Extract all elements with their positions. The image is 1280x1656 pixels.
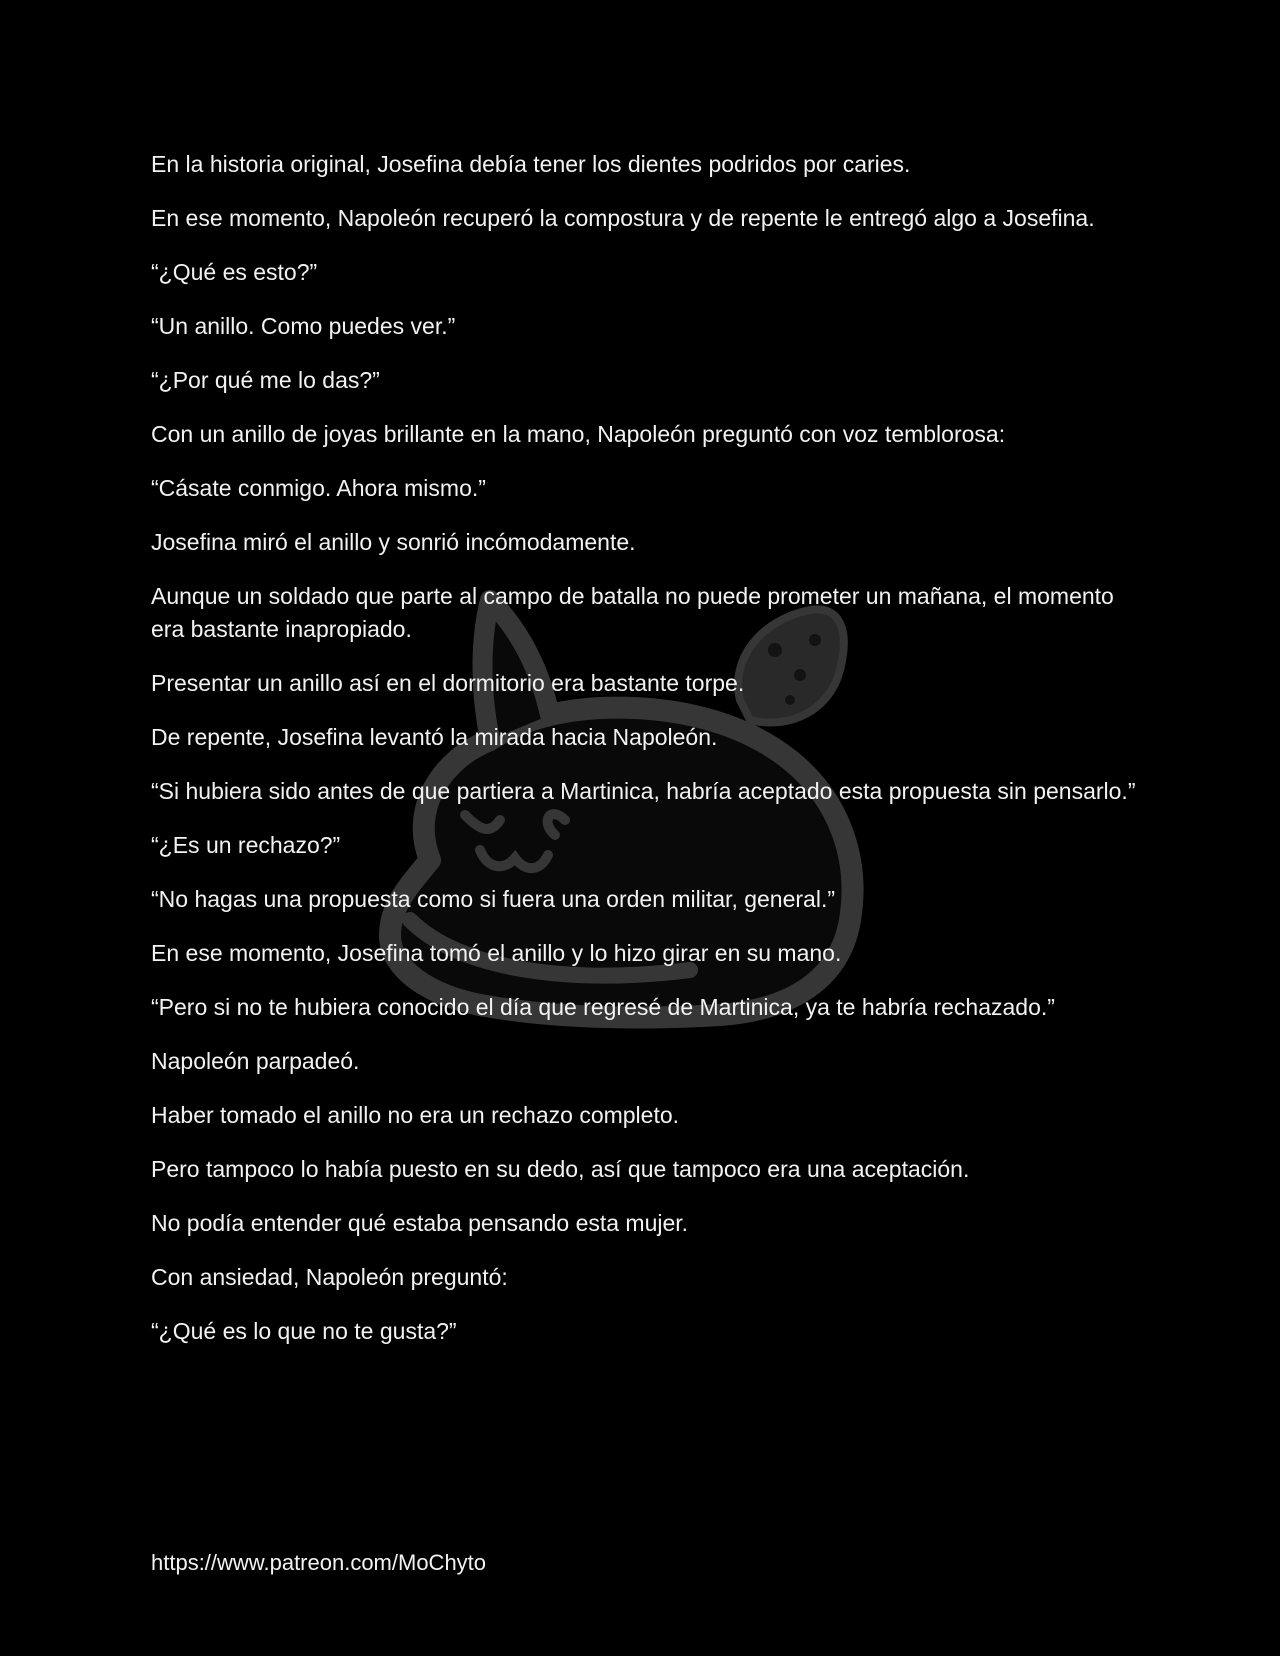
paragraph: Presentar un anillo así en el dormitorio era bastante torpe. <box>151 670 745 696</box>
paragraph: “Si hubiera sido antes de que partiera a Martinica, habría aceptado esta propuesta sin pensarlo.” <box>151 778 1136 804</box>
paragraph: Josefina miró el anillo y sonrió incómodamente. <box>151 529 636 555</box>
chapter-text <box>151 148 1141 1369</box>
paragraph: Con ansiedad, Napoleón preguntó: <box>151 1264 508 1290</box>
paragraph: “¿Es un rechazo?” <box>151 832 341 858</box>
paragraph: “¿Qué es esto?” <box>151 259 318 285</box>
paragraph: “¿Por qué me lo das?” <box>151 367 380 393</box>
paragraph: Aunque un soldado que parte al campo de batalla no puede prometer un mañana, el momento era bastante inapropiado. <box>151 583 1114 642</box>
paragraph: “Pero si no te hubiera conocido el día que regresé de Martinica, ya te habría rechazado.” <box>151 994 1055 1020</box>
paragraph: Pero tampoco lo había puesto en su dedo, así que tampoco era una aceptación. <box>151 1156 970 1182</box>
paragraph: En ese momento, Josefina tomó el anillo y lo hizo girar en su mano. <box>151 940 842 966</box>
paragraph: En la historia original, Josefina debía tener los dientes podridos por caries. <box>151 151 911 177</box>
patreon-link[interactable]: https://www.patreon.com/MoChyto <box>151 1550 487 1575</box>
paragraph: Con un anillo de joyas brillante en la mano, Napoleón preguntó con voz temblorosa: <box>151 421 1006 447</box>
paragraph: “Cásate conmigo. Ahora mismo.” <box>151 475 486 501</box>
paragraph: No podía entender qué estaba pensando esta mujer. <box>151 1210 689 1236</box>
paragraph: “¿Qué es lo que no te gusta?” <box>151 1318 457 1344</box>
paragraph: “Un anillo. Como puedes ver.” <box>151 313 456 339</box>
paragraph: Napoleón parpadeó. <box>151 1048 360 1074</box>
paragraph: De repente, Josefina levantó la mirada hacia Napoleón. <box>151 724 718 750</box>
paragraph: “No hagas una propuesta como si fuera una orden militar, general.” <box>151 886 836 912</box>
paragraph: En ese momento, Napoleón recuperó la compostura y de repente le entregó algo a Josefina. <box>151 205 1095 231</box>
paragraph: Haber tomado el anillo no era un rechazo completo. <box>151 1102 680 1128</box>
